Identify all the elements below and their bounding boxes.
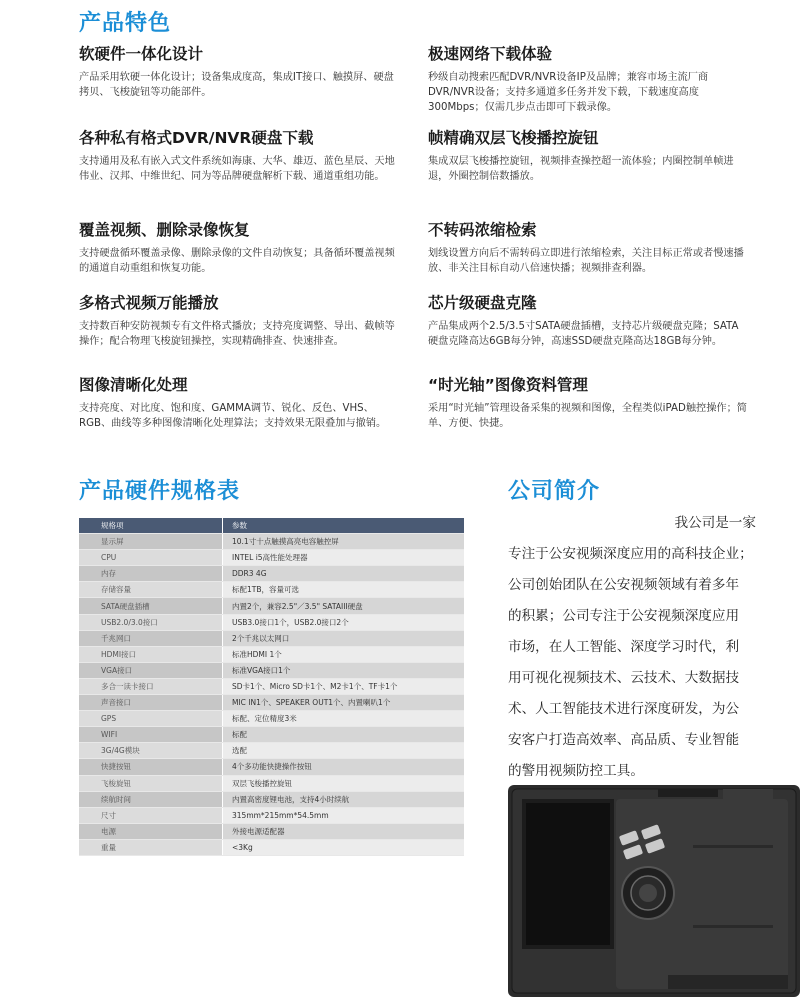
device-image (508, 785, 800, 997)
feature-block (79, 373, 399, 431)
feature-desc: 支持硬盘循环覆盖录像、删除录像的文件自动恢复；具备循环覆盖视频的通道自动重组和恢复功能。 (79, 248, 395, 274)
table-row (79, 791, 464, 807)
spec-value: SD卡1个、Micro SD卡1个、M2卡1个、TF卡1个 (223, 678, 465, 694)
table-row (79, 678, 464, 694)
spec-value: 315mm*215mm*54.5mm (223, 807, 465, 823)
company-title: 公司简介 (508, 479, 601, 504)
company-line: 我公司是一家 (674, 515, 756, 531)
feature-block (79, 42, 399, 100)
feature-desc: 产品采用软硬一体化设计；设备集成度高，集成IT接口、触摸屏、硬盘拷贝、飞梭旋钮等功能部件。 (79, 72, 394, 98)
feature-title: 不转码浓缩检索 (428, 221, 537, 239)
spec-key: 声音接口 (79, 695, 223, 711)
feature-desc: 支持通用及私有嵌入式文件系统如海康、大华、雄迈、蓝色星辰、天地伟业、汉邦、中维世纪、同为等品牌硬盘解析下载、通道重组功能。 (79, 156, 395, 182)
spec-key: 千兆网口 (79, 630, 223, 646)
company-line: 的警用视频防控工具。 (508, 763, 644, 779)
company-line: 市场，在人工智能、深度学习时代，利 (508, 639, 740, 655)
table-row (79, 711, 464, 727)
feature-title: 极速网络下载体验 (428, 45, 553, 63)
company-line: 术、人工智能技术进行深度研发，为公 (508, 701, 740, 717)
company-line: 专注于公安视频深度应用的高科技企业； (508, 546, 753, 562)
feature-title: 覆盖视频、删除录像恢复 (79, 221, 250, 239)
spec-value: 标准HDMI 1个 (223, 646, 465, 662)
spec-value: INTEL i5高性能处理器 (223, 550, 465, 566)
spec-value: 选配 (223, 743, 465, 759)
spec-key: USB2.0/3.0接口 (79, 614, 223, 630)
spec-value: 标准VGA接口1个 (223, 662, 465, 678)
company-line: 的积累；公司专注于公安视频深度应用 (508, 608, 740, 624)
table-row (79, 646, 464, 662)
table-row (79, 807, 464, 823)
spec-key: 内存 (79, 566, 223, 582)
feature-title: “时光轴”图像资料管理 (428, 376, 588, 394)
feature-block (428, 42, 748, 115)
feature-title: 软硬件一体化设计 (79, 45, 204, 63)
feature-block (79, 126, 399, 184)
spec-value: 标配1TB，容量可选 (223, 582, 465, 598)
spec-value: 内置高密度锂电池，支持4小时续航 (223, 791, 465, 807)
table-row (79, 598, 464, 614)
spec-value: 2个千兆以太网口 (223, 630, 465, 646)
feature-block (428, 373, 748, 431)
spec-key: GPS (79, 711, 223, 727)
spec-key: VGA接口 (79, 662, 223, 678)
features-title: 产品特色 (79, 11, 172, 36)
spec-key: 3G/4G模块 (79, 743, 223, 759)
spec-key: 飞梭旋钮 (79, 775, 223, 791)
spec-key: WIFI (79, 727, 223, 743)
spec-value: 双层飞梭播控旋钮 (223, 775, 465, 791)
spec-key: 多合一读卡接口 (79, 678, 223, 694)
spec-value: USB3.0接口1个，USB2.0接口2个 (223, 614, 465, 630)
spec-header-key: 规格项 (79, 518, 223, 534)
spec-value: 10.1寸十点触摸高亮电容触控屏 (223, 534, 465, 550)
spec-title: 产品硬件规格表 (79, 479, 241, 504)
feature-title: 多格式视频万能播放 (79, 294, 219, 312)
feature-desc: 集成双层飞梭播控旋钮，视频排查操控超一流体验；内圈控制单帧进退，外圈控制倍数播放。 (428, 156, 734, 182)
spec-key: 尺寸 (79, 807, 223, 823)
spec-header-row (79, 518, 464, 534)
table-row (79, 775, 464, 791)
feature-block (79, 218, 399, 276)
table-row (79, 727, 464, 743)
spec-value: <3Kg (223, 839, 465, 855)
spec-value: MIC IN1个、SPEAKER OUT1个、内置喇叭1个 (223, 695, 465, 711)
spec-key: 存储容量 (79, 582, 223, 598)
spec-key: CPU (79, 550, 223, 566)
spec-value: 外接电源适配器 (223, 823, 465, 839)
feature-desc: 支持数百种安防视频专有文件格式播放；支持亮度调整、导出、截帧等操作；配合物理飞梭旋钮操控，实现精确排查、快速排查。 (79, 321, 395, 347)
spec-key: HDMI接口 (79, 646, 223, 662)
feature-title: 图像清晰化处理 (79, 376, 188, 394)
feature-block (428, 126, 748, 184)
table-row (79, 534, 464, 550)
spec-key: 电源 (79, 823, 223, 839)
table-row (79, 566, 464, 582)
spec-value: 标配、定位精度3米 (223, 711, 465, 727)
feature-block (428, 291, 748, 349)
company-line: 安客户打造高效率、高品质、专业智能 (508, 732, 740, 748)
spec-header-value: 参数 (223, 518, 465, 534)
table-row (79, 662, 464, 678)
feature-block (428, 218, 748, 276)
spec-key: 显示屏 (79, 534, 223, 550)
feature-block (79, 291, 399, 349)
spec-key: 续航时间 (79, 791, 223, 807)
spec-key: 快捷按钮 (79, 759, 223, 775)
company-line: 用可视化视频技术、云技术、大数据技 (508, 670, 740, 686)
table-row (79, 550, 464, 566)
feature-desc: 采用“时光轴”管理设备采集的视频和图像，全程类似iPAD触控操作；简单、方便、快捷。 (428, 403, 747, 429)
company-line: 公司创始团队在公安视频领域有着多年 (508, 577, 740, 593)
table-row (79, 582, 464, 598)
spec-key: SATA硬盘插槽 (79, 598, 223, 614)
jog-knob-icon (622, 867, 674, 919)
spec-key: 重量 (79, 839, 223, 855)
spec-value: DDR3 4G (223, 566, 465, 582)
company-intro (508, 508, 770, 787)
feature-title: 帧精确双层飞梭播控旋钮 (428, 129, 599, 147)
feature-title: 芯片级硬盘克隆 (428, 294, 537, 312)
table-row (79, 743, 464, 759)
spec-value: 4个多功能快捷操作按钮 (223, 759, 465, 775)
table-row (79, 630, 464, 646)
table-row (79, 759, 464, 775)
feature-desc: 秒级自动搜索匹配DVR/NVR设备IP及品牌；兼容市场主流厂商DVR/NVR设备；支持多通道多任务并发下载，下载速度高度300Mbps；仅需几步点击即可下载录像。 (428, 72, 709, 113)
feature-desc: 划线设置方向后不需转码立即进行浓缩检索，关注目标正常或者慢速播放、非关注目标自动八倍速快播；视频排查利器。 (428, 248, 744, 274)
feature-title: 各种私有格式DVR/NVR硬盘下载 (79, 129, 314, 147)
spec-value: 标配 (223, 727, 465, 743)
table-row (79, 823, 464, 839)
spec-value: 内置2个，兼容2.5"／3.5" SATAIII硬盘 (223, 598, 465, 614)
spec-table (79, 518, 464, 856)
table-row (79, 839, 464, 855)
feature-desc: 支持亮度、对比度、饱和度、GAMMA调节、锐化、反色、VHS、RGB、曲线等多种图像清晰化处理算法；支持效果无限叠加与撤销。 (79, 403, 387, 429)
table-row (79, 695, 464, 711)
table-row (79, 614, 464, 630)
feature-desc: 产品集成两个2.5/3.5寸SATA硬盘插槽，支持芯片级硬盘克隆；SATA硬盘克隆高达6GB每分钟，高速SSD硬盘克隆高达18GB每分钟。 (428, 321, 739, 347)
